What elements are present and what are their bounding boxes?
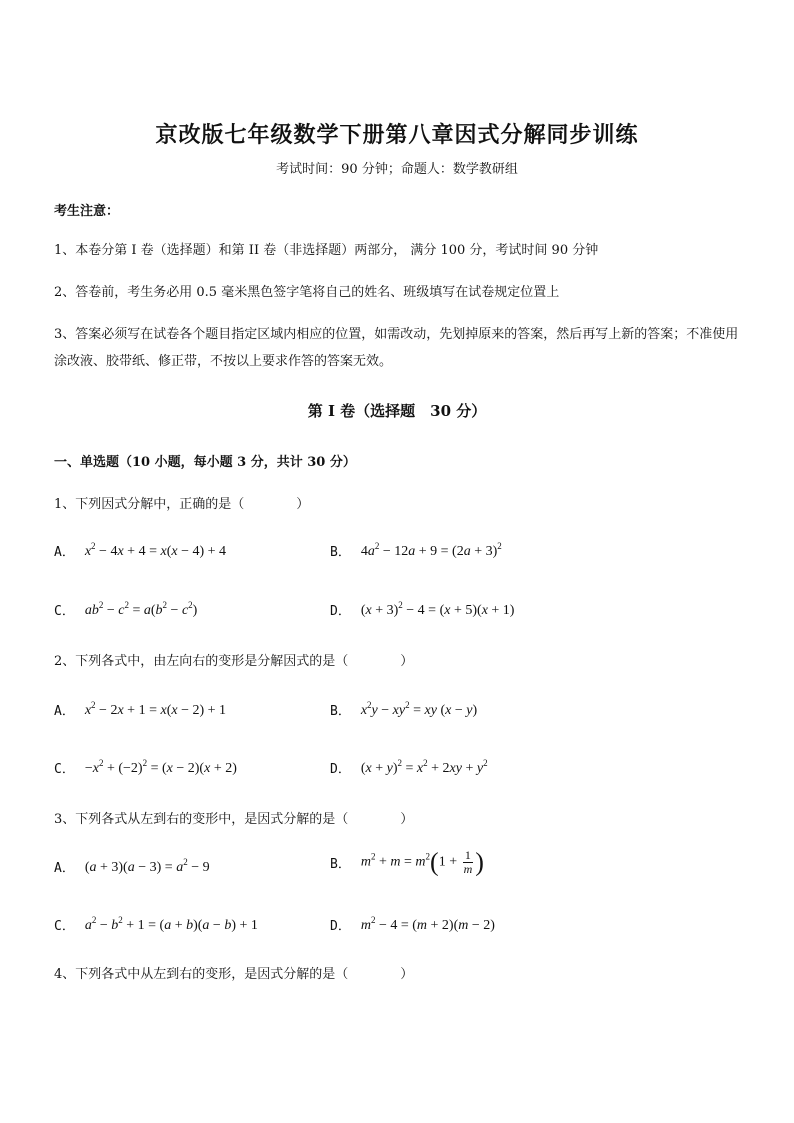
option-label: D．: [330, 919, 351, 934]
question-3-option-a[interactable]: [54, 857, 210, 876]
question-3-option-d[interactable]: [330, 915, 495, 934]
question-2-option-c[interactable]: [54, 758, 237, 777]
notice-heading: 考生注意：: [54, 204, 120, 219]
option-label: A．: [54, 704, 75, 719]
question-2-stem: 2、下列各式中，由左向右的变形是分解因式的是（ ）: [54, 654, 414, 669]
question-3-option-b[interactable]: [330, 849, 484, 876]
option-label: D．: [330, 604, 351, 619]
question-3-stem: 3、下列各式从左到右的变形中，是因式分解的是（ ）: [54, 812, 414, 827]
question-2-option-d[interactable]: [330, 758, 488, 777]
exam-info: 考试时间：90 分钟；命题人：数学教研组: [276, 162, 518, 177]
section-title: 第 I 卷（选择题 30 分）: [307, 402, 487, 420]
question-1-stem: 1、下列因式分解中，正确的是（ ）: [54, 497, 310, 512]
option-formula: $(x + y)^2 = x^2 + 2xy + y^2$: [360, 758, 488, 776]
option-label: D．: [330, 762, 351, 777]
question-1-option-a[interactable]: [54, 541, 226, 560]
notice-item-2: 2、答卷前，考生务必用 0.5 毫米黑色签字笔将自己的姓名、班级填写在试卷规定位置上: [54, 285, 560, 300]
option-formula: $(x + 3)^2 - 4 = (x + 5)(x + 1)$: [360, 600, 515, 618]
option-label: B．: [330, 857, 351, 872]
question-2-option-b[interactable]: [330, 700, 477, 719]
notice-item-3: 3、答案必须写在试卷各个题目指定区域内相应的位置，如需改动，先划掉原来的答案，然后再写上新的答案；不准使用涂改液、胶带纸、修正带，不按以上要求作答的答案无效。: [54, 327, 739, 369]
option-label: C．: [54, 604, 75, 619]
option-formula: $m^2 - 4 = (m + 2)(m - 2)$: [360, 915, 495, 933]
part-heading: 一、单选题（10 小题，每小题 3 分，共计 30 分）: [54, 455, 356, 470]
question-4-stem: 4、下列各式中从左到右的变形，是因式分解的是（ ）: [54, 967, 414, 982]
option-label: C．: [54, 919, 75, 934]
question-1-option-b[interactable]: [330, 541, 502, 560]
option-formula: $-x^2 + (-2)^2 = (x - 2)(x + 2)$: [84, 758, 237, 776]
option-label: C．: [54, 762, 75, 777]
option-formula: $m^2 + m = m^2(1$ + $\frac{1}{m}$ ): [360, 847, 484, 877]
option-formula: $x^2 - 2x + 1 = x(x - 2) + 1$: [84, 700, 227, 718]
question-3-option-c[interactable]: [54, 915, 258, 934]
option-formula: $(a + 3)(a - 3) = a^2 - 9$: [84, 857, 210, 875]
option-formula: $4a^2 - 12a + 9 = (2a + 3)^2$: [360, 541, 502, 559]
question-2-option-a[interactable]: [54, 700, 226, 719]
page-title: 京改版七年级数学下册第八章因式分解同步训练: [155, 122, 639, 148]
option-formula: $x^2 - 4x + 4 = x(x - 4) + 4$: [84, 541, 227, 559]
option-formula: $a^2 - b^2 + 1 = (a + b)(a - b) + 1$: [84, 915, 258, 933]
option-label: B．: [330, 545, 351, 560]
option-label: B．: [330, 704, 351, 719]
notice-item-1: 1、本卷分第 I 卷（选择题）和第 II 卷（非选择题）两部分， 满分 100 分，考试时间 90 分钟: [54, 243, 599, 258]
question-1-option-d[interactable]: [330, 600, 514, 619]
option-label: A．: [54, 545, 75, 560]
option-formula: $ab^2 - c^2 = a(b^2 - c^2)$: [84, 600, 198, 618]
question-1-option-c[interactable]: [54, 600, 197, 619]
option-label: A．: [54, 861, 75, 876]
option-formula: $x^2y - xy^2$ = xy (x − y): [360, 700, 478, 718]
